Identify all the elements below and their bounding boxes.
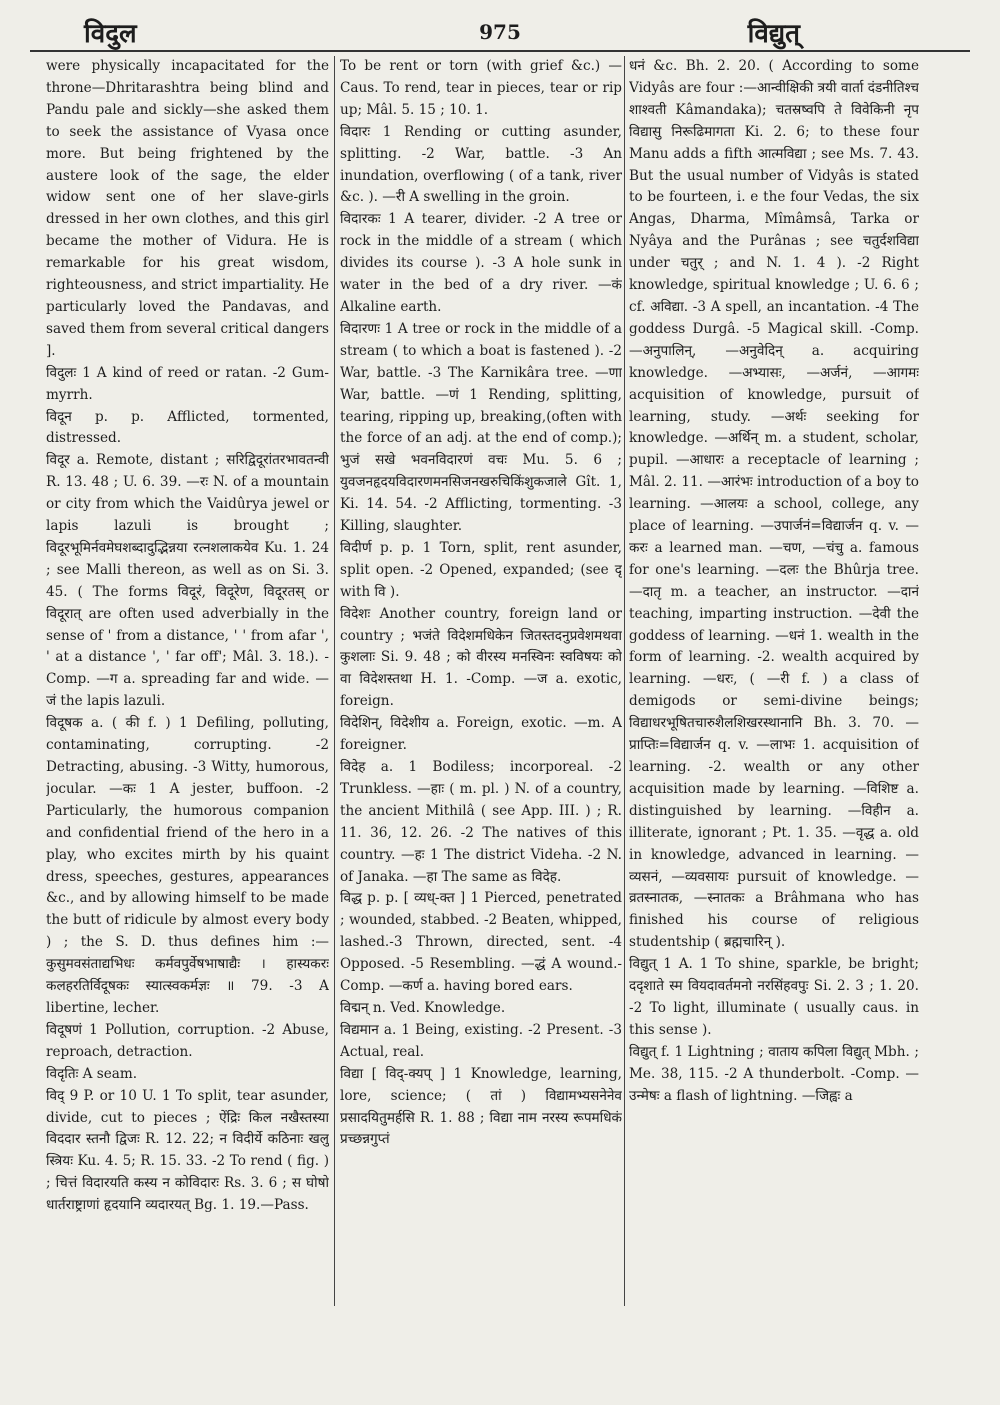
entry-viddha: विद्ध p. p. [ व्यध्-क्त ] 1 Pierced, penetrated ; wounded, stabbed. -2 Beaten, whipped, lashed.-3 Thrown, directed, sent. -4 Opposed. -5 Resembling. —द्धं A wound.-Comp. —कर्ण a. having bored ears. bbox=[340, 890, 622, 995]
entry-vidirna: विदीर्ण p. p. 1 Torn, split, rent asunder, split open. -2 Opened, expanded; (see दृ with वि ). bbox=[340, 539, 622, 600]
column-1 bbox=[46, 56, 329, 1306]
entry-paragraph: To be rent or torn (with grief &c.) —Caus. To rend, tear in pieces, tear or rip up; Mâl. 5. 15 ; 10. 1. bbox=[340, 58, 622, 118]
entry-paragraph: were physically incapacitated for the throne—Dhritarashtra being blind and Pandu pale and sickly—she asked them to seek the assistance of Vyasa once more. But being frightened by the austere look of the sage, the elder widow sent one of her slave-girls dressed in her own clothes, and this girl became the mother of Vidura. He is remarkable for his great wisdom, righteousness, and strict impartiality. He particularly loved the Pandavas, and saved them from several critical dangers ]. bbox=[46, 58, 329, 359]
entry-vidarana: विदारणः 1 A tree or rock in the middle of a stream ( to which a boat is fastened ). -2 War, battle. -3 The Karnikâra tree. —णा War, battle. —णं 1 Rending, splitting, tearing, ripping up, breaking,(often with the force of an adj. at the end of comp.); भुजं सखे भवनविदारणं वचः Mu. 5. 6 ; युवजनहृदयविदारणमनसिजनखरुचिकिंशुकजाले Gît. 1, Ki. 14. 54. -2 Afflicting, tormenting. -3 Killing, slaughter. bbox=[340, 320, 622, 535]
entry-vidula: विदुलः 1 A kind of reed or ratan. -2 Gum-myrrh. bbox=[46, 364, 329, 403]
entry-vidri: विद् 9 P. or 10 U. 1 To split, tear asunder, divide, cut to pieces ; ऐंद्रिः किल नखैस्तस्या विददार स्तनौ द्विजः R. 12. 22; न विदीर्ये कठिनाः खलु स्त्रियः Ku. 4. 5; R. 15. 33. -2 To rend ( fig. ) ; चित्तं विदारयति कस्य न कोविदारः Rs. 3. 6 ; स घोषो धार्तराष्ट्राणां हृदयानि व्यदारयत् Bg. 1. 19.—Pass. bbox=[46, 1087, 329, 1214]
entry-videshin: विदेशिन्, विदेशीय a. Foreign, exotic. —m. A foreigner. bbox=[340, 715, 622, 754]
entry-videsha: विदेशः Another country, foreign land or country ; भजंते विदेशमधिकेन जितस्तदनुप्रवेशमथवा कुशलाः Si. 9. 48 ; को वीरस्य मनस्विनः स्वविषयः को वा विदेशस्तथा H. 1. -Comp. —ज a. exotic, foreign. bbox=[340, 605, 622, 710]
entry-vidriti: विदृतिः A seam. bbox=[46, 1065, 138, 1082]
header-rule bbox=[30, 50, 970, 52]
entry-vidyut-verb: विद्युत् 1 A. 1 To shine, sparkle, be bright; ददृशाते स्म वियदावर्तमनो नरसिंहवपुः Si. 2. 3 ; 1. 20. -2 To light, illuminate ( usually caus. in this sense ). bbox=[629, 956, 919, 1038]
entry-paragraph: धनं &c. Bh. 2. 20. ( According to some Vidyâs are four :—आन्वीक्षिकी त्रयी वार्ता दंडनीतिश्च शाश्वती Kâmandaka); चतस्रष्वपि ते विवेकिनी नृप विद्यासु निरूढिमागता Ki. 2. 6; to these four Manu adds a fifth आत्मविद्या ; see Ms. 7. 43. But the usual number of Vidyâs is stated to be fourteen, i. e the four Vedas, the six Angas, Dharma, Mîmâmsâ, Tarka or Nyâya and the Purânas ; see चतुर्दशविद्या under चतुर् ; and N. 1. 4 ). -2 Right knowledge, spiritual knowledge ; U. 6. 6 ; cf. अविद्या. -3 A spell, an incantation. -4 The goddess Durgâ. -5 Magical skill. -Comp. —अनुपालिन्, —अनुवेदिन् a. acquiring knowledge. —अभ्यासः, —अर्जनं, —आगमः acquisition of knowledge, pursuit of learning, study. —अर्थः seeking for knowledge. —अर्थिन् m. a student, scholar, pupil. —आधारः a receptacle of learning ; Mâl. 2. 11. —आरंभः introduction of a boy to learning. —आलयः a school, college, any place of learning. —उपार्जनं=विद्यार्जन q. v. —करः a learned man. —चण, —चंचु a. famous for one's learning. —दलः the Bhûrja tree. —दातृ m. a teacher, an instructor. —दानं teaching, imparting instruction. —देवी the goddess of learning. —धनं 1. wealth in the form of learning. -2. wealth acquired by learning. —धरः, ( —री f. ) a class of demigods or semi-divine beings; विद्याधरभूषितचारुशैलशिखरस्थानानि Bh. 3. 70. —प्राप्तिः=विद्यार्जन q. v. —लाभः 1. acquisition of learning. -2. wealth or any other acquisition made by learning. —विशिष्ट a. distinguished by learning. —विहीन a. illiterate, ignorant ; Pt. 1. 35. —वृद्ध a. old in knowledge, advanced in learning. —व्यसनं, —व्यवसायः pursuit of knowledge. —व्रतस्नातक, —स्नातकः a Brâhmana who has finished his course of religious studentship ( ब्रह्मचारिन् ). bbox=[629, 58, 919, 951]
entry-vidushana: विदूषणं 1 Pollution, corruption. -2 Abuse, reproach, detraction. bbox=[46, 1021, 329, 1060]
entry-vidaraka: विदारकः 1 A tearer, divider. -2 A tree or rock in the middle of a stream ( which divides its course ). -3 A hole sunk in water in the bed of a dry river. —कं Alkaline earth. bbox=[340, 211, 622, 315]
entry-viduna: विदून p. p. Afflicted, tormented, distressed. bbox=[46, 408, 329, 447]
entry-vidura: विदूर a. Remote, distant ; सरिद्विदूरांतरभावतन्वी R. 13. 48 ; U. 6. 39. —रः N. of a mountain or city from which the Vaidûrya jewel or lapis lazuli is brought ; विदूरभूमिर्नवमेघशब्दादुद्भिन्नया रत्नशलाकयेव Ku. 1. 24 ; see Malli thereon, as well as on Si. 3. 45. ( The forms विदूरं, विदूरेण, विदूरतस् or विदूरात् are often used adverbially in the sense of ' from a distance, ' ' from afar ', ' at a distance ', ' far off'; Mâl. 3. 18.). -Comp. —ग a. spreading far and wide. —जं the lapis lazuli. bbox=[46, 452, 329, 710]
column-divider bbox=[334, 56, 335, 1306]
column-2 bbox=[340, 56, 622, 1306]
column-divider bbox=[624, 56, 625, 1306]
entry-vidya: विद्या [ विद्-क्यप् ] 1 Knowledge, learning, lore, science; ( तां ) विद्यामभ्यसनेनेव प्रसादयितुमर्हसि R. 1. 88 ; विद्या नाम नरस्य रूपमधिकं प्रच्छन्नगुप्तं bbox=[340, 1065, 622, 1148]
entry-vidushaka: विदूषक a. ( की f. ) 1 Defiling, polluting, contaminating, corrupting. -2 Detracting, abusing. -3 Witty, humorous, jocular. —कः 1 A jester, buffoon. -2 Particularly, the humorous companion and confidential friend of the hero in a play, who excites mirth by his quaint dress, speeches, gestures, appearances &c., and by allowing himself to be made the butt of ridicule by almost every body ) ; the S. D. thus defines him :—कुसुमवसंताद्यभिधः कर्मवपुर्वेषभाषाद्यैः । हास्यकरः कलहरतिर्विदूषकः स्यात्स्वकर्मज्ञः ॥ 79. -3 A libertine, lecher. bbox=[46, 715, 329, 1016]
right-guide-word: विद्युत् bbox=[747, 19, 800, 49]
entry-vidyut-noun: विद्युत् f. 1 Lightning ; वाताय कपिला विद्युत् Mbh. ; Me. 38, 115. -2 A thunderbolt. -Comp. —उन्मेषः a flash of lightning. —जिह्वः a bbox=[629, 1043, 919, 1104]
left-guide-word: विदुल bbox=[84, 19, 137, 49]
column-3 bbox=[629, 56, 919, 1306]
page-number: 975 bbox=[479, 20, 521, 44]
entry-vidyamana: विद्यमान a. 1 Being, existing. -2 Present. -3 Actual, real. bbox=[340, 1021, 622, 1060]
page-header bbox=[30, 8, 970, 52]
entry-vidman: विद्मन् n. Ved. Knowledge. bbox=[340, 999, 506, 1016]
entry-videha: विदेह a. 1 Bodiless; incorporeal. -2 Trunkless. —हाः ( m. pl. ) N. of a country, the ancient Mithilâ ( see App. III. ) ; R. 11. 36, 12. 26. -2 The natives of this country. —हः 1 The district Videha. -2 N. of Janaka. —हा The same as विदेह. bbox=[340, 759, 622, 885]
entry-vidara: विदारः 1 Rending or cutting asunder, splitting. -2 War, battle. -3 An inundation, overflowing ( of a tank, river &c. ). —री A swelling in the groin. bbox=[340, 123, 622, 206]
